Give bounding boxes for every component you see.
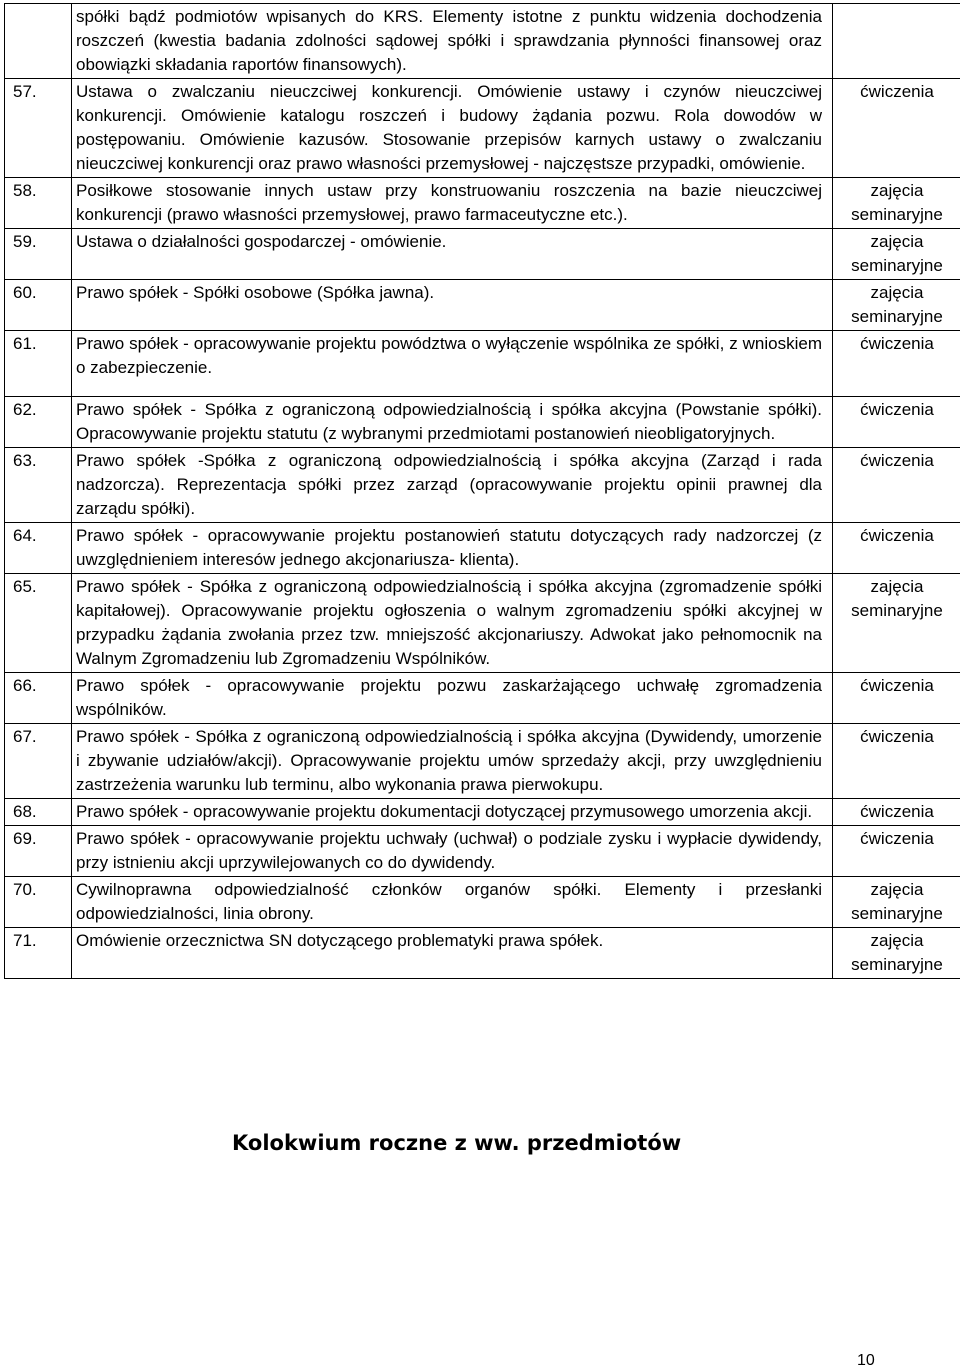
table-row	[5, 229, 960, 280]
row-type	[833, 331, 960, 397]
row-number: 70.	[5, 877, 72, 928]
row-type	[833, 574, 960, 673]
section-title: Kolokwium roczne z ww. przedmiotów	[232, 1131, 682, 1155]
row-number: 69.	[5, 826, 72, 877]
row-type	[833, 79, 960, 178]
row-type	[833, 229, 960, 280]
table-row	[5, 331, 960, 397]
table-row	[5, 79, 960, 178]
table-row	[5, 877, 960, 928]
row-type-line2: seminaryjne	[851, 307, 943, 326]
table-row	[5, 397, 960, 448]
table-row	[5, 280, 960, 331]
row-type-line2: seminaryjne	[851, 601, 943, 620]
row-number: 60.	[5, 280, 72, 331]
row-type-line1: ćwiczenia	[860, 829, 934, 848]
row-type-line1: ćwiczenia	[860, 451, 934, 470]
row-number: 67.	[5, 724, 72, 799]
row-type	[833, 826, 960, 877]
row-topic: Prawo spółek - opracowywanie projektu dokumentacji dotyczącej przymusowego umorzenia akcji.	[72, 799, 833, 826]
row-type	[833, 877, 960, 928]
row-type-line1: ćwiczenia	[860, 400, 934, 419]
row-type-line2: seminaryjne	[851, 205, 943, 224]
table-row	[5, 523, 960, 574]
row-number: 71.	[5, 928, 72, 979]
row-type-line1: ćwiczenia	[860, 82, 934, 101]
row-type-line1: zajęcia	[870, 232, 924, 251]
row-topic: Posiłkowe stosowanie innych ustaw przy konstruowaniu roszczenia na bazie nieuczciwej konkurencji (prawo własności przemysłowej, prawo farmaceutyczne etc.).	[72, 178, 833, 229]
row-type-line1: zajęcia	[870, 880, 924, 899]
row-number: 59.	[5, 229, 72, 280]
row-number: 57.	[5, 79, 72, 178]
row-topic: spółki bądź podmiotów wpisanych do KRS. Elementy istotne z punktu widzenia dochodzenia roszczeń (kwestia badania zdolności sądowej spółki i sprawdzania płynności finansowej oraz obowiązki składania raportów finansowych).	[72, 4, 833, 79]
row-type	[833, 4, 960, 79]
row-topic: Prawo spółek - Spółki osobowe (Spółka jawna).	[72, 280, 833, 331]
row-number: 68.	[5, 799, 72, 826]
row-type-line1: ćwiczenia	[860, 802, 934, 821]
row-type-line1: ćwiczenia	[860, 676, 934, 695]
row-topic: Prawo spółek - Spółka z ograniczoną odpowiedzialnością i spółka akcyjna (Dywidendy, umorzenie i zbywanie udziałów/akcji). Opracowywanie projektu umów sprzedaży akcji, przy uwzględnieniu zastrzeżenia warunku lub terminu, albo wykonania prawa pierwokupu.	[72, 724, 833, 799]
row-type-line2: seminaryjne	[851, 904, 943, 923]
row-type	[833, 397, 960, 448]
row-type-line1: ćwiczenia	[860, 526, 934, 545]
table-row	[5, 826, 960, 877]
row-number: 58.	[5, 178, 72, 229]
row-type-line1: ćwiczenia	[860, 727, 934, 746]
row-type	[833, 523, 960, 574]
row-type-line2: seminaryjne	[851, 256, 943, 275]
row-topic: Omówienie orzecznictwa SN dotyczącego problematyki prawa spółek.	[72, 928, 833, 979]
row-topic: Prawo spółek - Spółka z ograniczoną odpowiedzialnością i spółka akcyjna (zgromadzenie spółki kapitałowej). Opracowywanie projektu ogłoszenia o walnym zgromadzeniu spółki akcyjnej w przypadku żądania zwołania przez tzw. mniejszość akcjonariuszy. Adwokat jako pełnomocnik na Walnym Zgromadzeniu lub Zgromadzeniu Wspólników.	[72, 574, 833, 673]
row-type	[833, 724, 960, 799]
row-number: 66.	[5, 673, 72, 724]
table-row	[5, 178, 960, 229]
row-type-line1: zajęcia	[870, 931, 924, 950]
row-topic: Prawo spółek - opracowywanie projektu pozwu zaskarżającego uchwałę zgromadzenia wspólników.	[72, 673, 833, 724]
row-type	[833, 280, 960, 331]
row-topic: Prawo spółek -Spółka z ograniczoną odpowiedzialnością i spółka akcyjna (Zarząd i rada nadzorcza). Reprezentacja spółki przez zarząd (opracowywanie projektu opinii prawnej dla zarządu spółki).	[72, 448, 833, 523]
row-topic: Prawo spółek - opracowywanie projektu powództwa o wyłączenie wspólnika ze spółki, z wnioskiem o zabezpieczenie.	[72, 331, 833, 397]
row-type-line1: ćwiczenia	[860, 334, 934, 353]
syllabus-table	[4, 3, 960, 979]
row-number: 61.	[5, 331, 72, 397]
row-type-line2: seminaryjne	[851, 955, 943, 974]
page-number: 10	[857, 1352, 875, 1369]
row-type-line1: zajęcia	[870, 181, 924, 200]
table-row	[5, 673, 960, 724]
table-row	[5, 724, 960, 799]
row-topic: Cywilnoprawna odpowiedzialność członków organów spółki. Elementy i przesłanki odpowiedzialności, linia obrony.	[72, 877, 833, 928]
table-row	[5, 4, 960, 79]
row-number: 63.	[5, 448, 72, 523]
row-type	[833, 178, 960, 229]
row-type	[833, 799, 960, 826]
row-topic: Ustawa o działalności gospodarczej - omówienie.	[72, 229, 833, 280]
row-number: 64.	[5, 523, 72, 574]
row-type	[833, 928, 960, 979]
table-row	[5, 928, 960, 979]
row-topic: Prawo spółek - opracowywanie projektu uchwały (uchwał) o podziale zysku i wypłacie dywidendy, przy istnieniu akcji uprzywilejowanych co do dywidendy.	[72, 826, 833, 877]
row-number: 62.	[5, 397, 72, 448]
row-number	[5, 4, 72, 79]
row-topic: Ustawa o zwalczaniu nieuczciwej konkurencji. Omówienie ustawy i czynów nieuczciwej konkurencji. Omówienie katalogu roszczeń i budowy żądania pozwu. Rola dowodów w postępowaniu. Omówienie kazusów. Stosowanie przepisów karnych ustawy o zwalczaniu nieuczciwej konkurencji oraz prawo własności przemysłowej - najczęstsze przypadki, omówienie.	[72, 79, 833, 178]
table-row	[5, 799, 960, 826]
row-type	[833, 448, 960, 523]
row-type-line1: zajęcia	[870, 577, 924, 596]
row-type	[833, 673, 960, 724]
row-topic: Prawo spółek - Spółka z ograniczoną odpowiedzialnością i spółka akcyjna (Powstanie spółki). Opracowywanie projektu statutu (z wybranymi przedmiotami postanowień nieobligatoryjnych.	[72, 397, 833, 448]
table-row	[5, 574, 960, 673]
row-type-line1: zajęcia	[870, 283, 924, 302]
row-topic: Prawo spółek - opracowywanie projektu postanowień statutu dotyczących rady nadzorczej (z uwzględnieniem interesów jednego akcjonariusza- klienta).	[72, 523, 833, 574]
table-row	[5, 448, 960, 523]
row-number: 65.	[5, 574, 72, 673]
